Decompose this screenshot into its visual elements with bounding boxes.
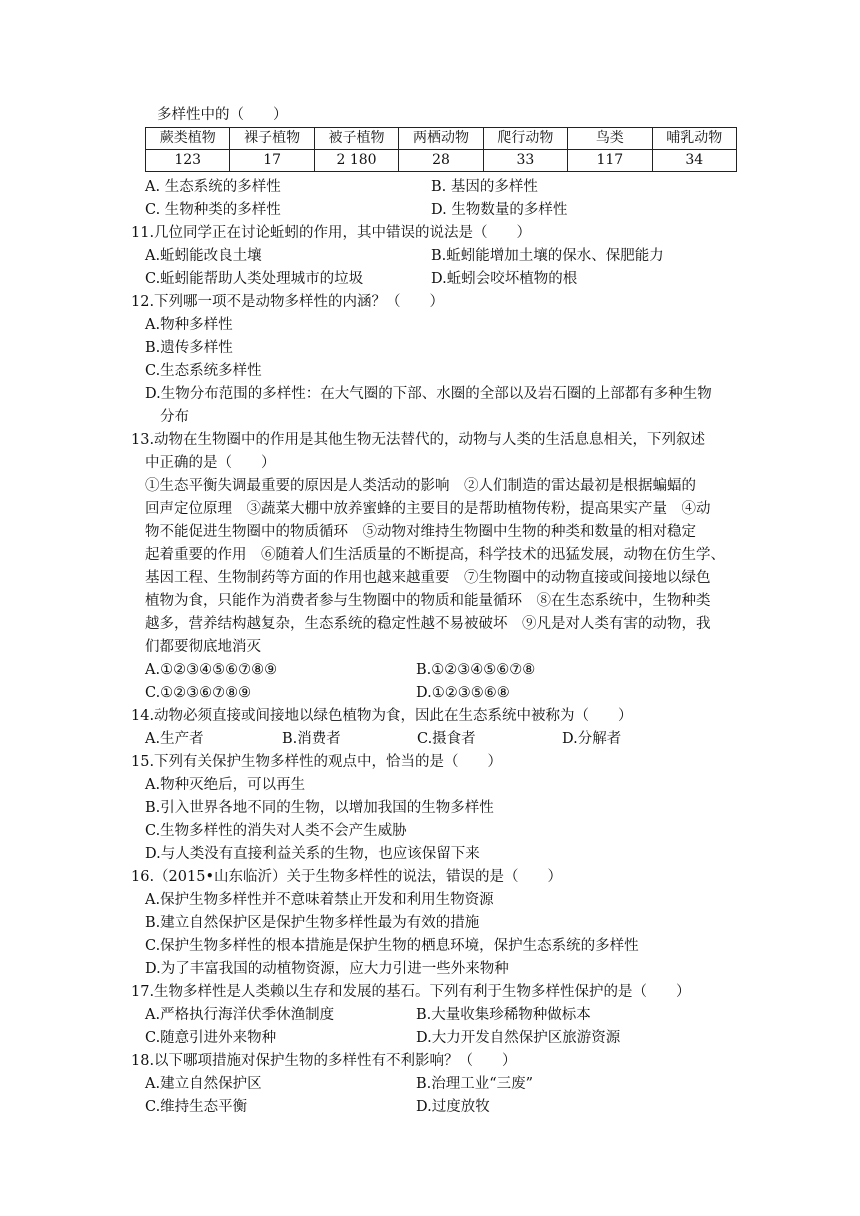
q13-statement-line: 们都要彻底地消灭 <box>145 639 261 655</box>
q12-option-a[interactable]: A.物种多样性 <box>145 317 233 333</box>
table-value-cell: 117 <box>568 150 652 172</box>
table-header-row <box>146 128 737 150</box>
q18-option-a[interactable]: A.建立自然保护区 <box>145 1076 262 1092</box>
q14-option-c[interactable]: C.摄食者 <box>417 731 476 747</box>
q14-option-a[interactable]: A.生产者 <box>145 731 204 747</box>
q13-statement-line: ①生态平衡失调最重要的原因是人类活动的影响 ②人们制造的雷达最初是根据蝙蝠的 <box>145 478 696 494</box>
q13-stem-line1: 13.动物在生物圈中的作用是其他生物无法替代的，动物与人类的生活息息相关，下列叙述 <box>131 432 706 448</box>
q13-option-c[interactable]: C.①②③⑥⑦⑧⑨ <box>145 685 252 701</box>
q11-stem: 11.几位同学正在讨论蚯蚓的作用，其中错误的说法是（ ） <box>131 225 532 241</box>
q16-option-d[interactable]: D.为了丰富我国的动植物资源，应大力引进一些外来物种 <box>145 961 509 977</box>
q13-statement-line: 回声定位原理 ③蔬菜大棚中放养蜜蜂的主要目的是帮助植物传粉，提高果实产量 ④动 <box>145 501 711 517</box>
q17-option-a[interactable]: A.严格执行海洋伏季休渔制度 <box>145 1007 335 1023</box>
q14-stem: 14.动物必须直接或间接地以绿色植物为食，因此在生态系统中被称为（ ） <box>131 708 633 724</box>
q17-option-d[interactable]: D.大力开发自然保护区旅游资源 <box>416 1030 621 1046</box>
q17-option-c[interactable]: C.随意引进外来物种 <box>145 1030 277 1046</box>
q15-option-b[interactable]: B.引入世界各地不同的生物，以增加我国的生物多样性 <box>145 800 494 816</box>
q13-stem-line2: 中正确的是（ ） <box>145 455 276 471</box>
table-header-cell: 裸子植物 <box>230 128 314 150</box>
q13-statement-line: 物不能促进生物圈中的物质循环 ⑤动物对维持生物圈中生物的种类和数量的相对稳定 <box>145 524 696 540</box>
q14-option-d[interactable]: D.分解者 <box>562 731 622 747</box>
table-header-cell: 哺乳动物 <box>652 128 736 150</box>
table-value-cell: 33 <box>483 150 567 172</box>
q10-option-a[interactable]: A. 生态系统的多样性 <box>145 179 281 195</box>
q18-option-b[interactable]: B.治理工业“三废” <box>416 1076 534 1092</box>
q15-option-d[interactable]: D.与人类没有直接利益关系的生物，也应该保留下来 <box>145 846 480 862</box>
table-value-cell: 2 180 <box>314 150 398 172</box>
q16-option-a[interactable]: A.保护生物多样性并不意味着禁止开发和利用生物资源 <box>145 892 494 908</box>
q12-option-b[interactable]: B.遗传多样性 <box>145 340 233 356</box>
q16-stem: 16.（2015•山东临沂）关于生物多样性的说法，错误的是（ ） <box>131 869 563 885</box>
table-value-cell: 34 <box>652 150 736 172</box>
table-header-cell: 被子植物 <box>314 128 398 150</box>
q15-option-a[interactable]: A.物种灭绝后，可以再生 <box>145 777 306 793</box>
table-value-cell: 28 <box>399 150 483 172</box>
q12-stem: 12.下列哪一项不是动物多样性的内涵？（ ） <box>131 294 445 310</box>
q17-option-b[interactable]: B.大量收集珍稀物种做标本 <box>416 1007 591 1023</box>
q18-option-d[interactable]: D.过度放牧 <box>416 1099 490 1115</box>
q16-option-b[interactable]: B.建立自然保护区是保护生物多样性最为有效的措施 <box>145 915 480 931</box>
table-header-cell: 两栖动物 <box>399 128 483 150</box>
q10-stem-tail: 多样性中的（ ） <box>157 107 288 123</box>
q12-option-c[interactable]: C.生态系统多样性 <box>145 363 262 379</box>
q14-option-b[interactable]: B.消费者 <box>282 731 341 747</box>
q13-option-b[interactable]: B.①②③④⑤⑥⑦⑧ <box>416 662 536 678</box>
q10-option-c[interactable]: C. 生物种类的多样性 <box>145 202 281 218</box>
q13-statement-line: 基因工程、生物制药等方面的作用也越来越重要 ⑦生物圈中的动物直接或间接地以绿色 <box>145 570 711 586</box>
table-header-cell: 蕨类植物 <box>146 128 230 150</box>
q13-statement-line: 起着重要的作用 ⑥随着人们生活质量的不断提高，科学技术的迅猛发展，动物在仿生学、 <box>145 547 725 563</box>
q10-option-d[interactable]: D. 生物数量的多样性 <box>431 202 568 218</box>
q11-option-a[interactable]: A.蚯蚓能改良土壤 <box>145 248 262 264</box>
table-value-cell: 123 <box>146 150 230 172</box>
q11-option-b[interactable]: B.蚯蚓能增加土壤的保水、保肥能力 <box>431 248 664 264</box>
table-header-cell: 鸟类 <box>568 128 652 150</box>
q13-option-a[interactable]: A.①②③④⑤⑥⑦⑧⑨ <box>145 662 278 678</box>
q11-option-c[interactable]: C.蚯蚓能帮助人类处理城市的垃圾 <box>145 271 364 287</box>
q13-statement-line: 越多，营养结构越复杂，生态系统的稳定性越不易被破坏 ⑨凡是对人类有害的动物，我 <box>145 616 711 632</box>
q13-option-d[interactable]: D.①②③⑤⑥⑧ <box>416 685 510 701</box>
q15-stem: 15.下列有关保护生物多样性的观点中，恰当的是（ ） <box>131 754 503 770</box>
q12-option-d-continuation: 分布 <box>160 409 189 425</box>
q10-option-b[interactable]: B. 基因的多样性 <box>431 179 538 195</box>
q12-option-d[interactable]: D.生物分布范围的多样性：在大气圈的下部、水圈的全部以及岩石圈的上部都有多种生物 <box>145 386 712 402</box>
q18-option-c[interactable]: C.维持生态平衡 <box>145 1099 248 1115</box>
q16-option-c[interactable]: C.保护生物多样性的根本措施是保护生物的栖息环境，保护生态系统的多样性 <box>145 938 639 954</box>
species-count-table <box>145 127 737 172</box>
q13-statement-line: 植物为食，只能作为消费者参与生物圈中的物质和能量循环 ⑧在生态系统中，生物种类 <box>145 593 711 609</box>
q17-stem: 17.生物多样性是人类赖以生存和发展的基石。下列有利于生物多样性保护的是（ ） <box>131 984 691 1000</box>
q18-stem: 18.以下哪项措施对保护生物的多样性有不利影响？（ ） <box>131 1053 517 1069</box>
table-value-cell: 17 <box>230 150 314 172</box>
q15-option-c[interactable]: C.生物多样性的消失对人类不会产生威胁 <box>145 823 407 839</box>
q11-option-d[interactable]: D.蚯蚓会咬坏植物的根 <box>431 271 578 287</box>
table-header-cell: 爬行动物 <box>483 128 567 150</box>
table-value-row <box>146 150 737 172</box>
